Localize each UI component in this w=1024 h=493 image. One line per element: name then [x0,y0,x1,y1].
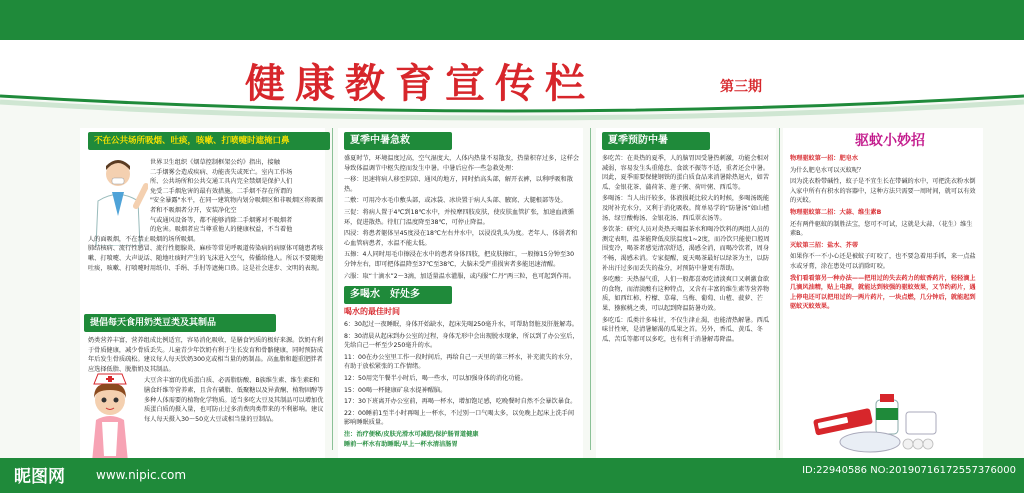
top-green-bar [0,0,1024,40]
text-paragraph: 大豆含丰富的优质蛋白质、必需脂肪酸、B族维生素、维生素E和膳食纤维等营养素，且含有磷脂、低聚糖以及异黄酮、植物固醇等多种人体需要的植物化学物质。适当多吃大豆及其制品可以增加优质蛋白质的摄入量，也可防止过多消费肉类带来的不利影响。建议每人每天摄入30～50克大豆或相当量的豆制品。 [144,377,324,423]
note-line: 睡前一杯水有助睡眠/早上一杯水清洁肠胃 [344,440,458,448]
col3-text-prevent [602,154,774,452]
col2-header-heatstroke: 夏季中暑急救 [344,132,452,150]
text-line: 二手烟雾会造成疾病、功能丧失或死亡。室内工作场 [150,168,293,176]
text-paragraph: 多喝汤：当人出汗较多，体液损耗比较大的时候，多喝汤既能及时补充水分，又利于消化吸收。简单易学的“防暑汤”如山楂汤、绿豆酸梅汤、金银花汤、西瓜翠衣汤等。 [602,195,770,222]
col1-header-smoking: 不在公共场所吸烟、吐痰，咳嗽、打喷嚏时遮掩口鼻 [88,132,330,150]
text-paragraph: 我们看看第另一种办法——把用过的失去药力的蚊香药片，轻轻滴上几滴风油精，贴上电源，就能达到较强的驱蚊效果，又节约药片，遇上停电还可以把用过的一两片药片，一块点燃，几分钟后，就能起到驱蚊灭蚊效果。 [790,274,976,311]
watermark-site: www.nipic.com [96,468,187,482]
text-paragraph: 物理驱蚊第一招：肥皂水 [790,155,859,162]
text-line: 的危害。吸烟者应当尊重他人的健康权益，不当着他 [150,226,293,234]
text-paragraph: 六服：取“十滴水”2～3滴，加适量温水灌服，或内服“仁丹”两三粒，也可起到作用。 [344,272,576,280]
col2-header-water: 多喝水 好处多 [344,286,452,304]
water-note [344,430,580,452]
col4-title: 驱蚊小妙招 [855,133,925,149]
watermark-id: ID:22940586 NO:20190716172557376000 [802,465,1016,476]
text-line: "安全暴露"水平，在同一建筑物内划分吸烟区和非吸烟区将吸烟者和不吸烟者分开，安装净化空 [150,197,323,214]
text-paragraph: 22：00睡前1至半小时再喝上一杯水，不过别一口气喝太多，以免晚上起床上洗手间影响睡眠质量。 [344,409,575,426]
col2-text-heatstroke [344,154,580,280]
text-paragraph: 多吃酸：天热湿气重，人们一般都喜欢吃清淡爽口又刺激食欲的食物，而清淡酸有这种特点，又含有丰富的维生素等营养物质，如西红柿、柠檬、草莓、乌梅、葡萄、山楂、菠萝、芒果、猕猴桃之类，可以起到降温防暑功效。 [602,276,770,312]
text-paragraph: 三促：将病人置于4℃到18℃水中，并按摩四肢皮肤，使皮肤血管扩张，加速血液循环，促进散热。待肛门温度降至38℃，可停止降温。 [344,208,574,226]
text-paragraph: 盛夏时节，环境温度过高，空气湿度大，人体内热量不易散发，热量积存过多，这样会导致体温调节中枢失控而发生中暑。中暑后应作一些急救处理： [344,155,580,172]
col1-text-smoking [88,158,326,296]
text-paragraph: 为什么肥皂水可以灭蚊呢？ [790,166,865,174]
text-paragraph: 多吃苦：在炎热的夏季，人的脑胃因受暑热刺激，功能会相对减弱，容易发生头重倦怠、食欲不振等不适，重者还会中暑。因此，夏季需要保健钢铁的蛋白质食品来消暑除热退火，如苦瓜、金银花茶、蒲荷茶、莲子粥、荷叶粥、西瓜等。 [602,155,770,191]
divider-1 [332,128,333,450]
text-paragraph: 奶类营养丰富，营养组成比例适宜，容易消化吸收，是膳食钙质的极好来源。饮奶有利于骨质健康，减少骨质丢失。儿童青少年饮奶有利于生长发育和骨骼健康，同时预防成年后发生骨质疏松。建议每人每天饮奶300克或相当量的奶制品。高血脂和超重肥胖者应选择低脂、脱脂奶及其制品。 [88,337,324,373]
text-paragraph: 多吃瓜：瓜类汁多味甘，不仅生津止渴，也能清热解暑。西瓜味甘性寒，是清暑解渴的瓜果之首。另外，香瓜、黄瓜、冬瓜、苦瓜等都可以多吃，也有利于消暑解毒降温。 [602,316,770,343]
divider-3 [779,128,780,450]
text-paragraph: 肺结核病、流行性感冒、流行性腮腺炎、麻疹等常见呼吸道传染病的病原体可随患者咳嗽、打喷嚏、大声说话、随地吐痰时产生的飞沫进入空气，传播给他人。所以不要随地吐痰，咳嗽、打喷嚏时用纸巾、手绢、手肘等遮掩口鼻。这是社会进步、文明的表现。 [88,245,324,272]
text-paragraph: 二敷：可用冷水毛巾敷头部，或冰袋、冰块置于病人头部、腋窝、大腿根部等处。 [344,197,567,205]
mosquito-products-illustration [812,392,942,454]
water-best-time-title: 喝水的最佳时间 [344,307,400,316]
text-paragraph: 多饮茶：研究人员对炎热天喝温茶水和喝冷饮料的两组人员的测定表明，温茶能降低皮肤温度1~2度，而冷饮只能使口腔周围变冷，喝茶者感觉清凉舒适，渴感全消，而喝冷饮者，周身不畅，渴感未消。专家提醒，夏天喝茶最好以绿茶为主，以防补出汗过多而丢失的盐分，对预防中暑更有帮助。 [602,226,770,272]
text-paragraph: 五擦：4人同时用毛巾擦浸在水中的患者身体四肢，把皮肤擦红，一般擦15分钟至30分钟左右，即可把体温降至37℃至38℃，大脑未受严重损害者多能迅速清醒。 [344,251,575,268]
note-line: 注：治疗便秘/皮肤光滑水可减肥/保护肠胃道健康 [344,431,479,438]
text-line: 所、公共场所和公共交通工具内完全禁烟是保护人们 [150,178,293,186]
col2-text-water [344,320,580,426]
text-paragraph: 6：30起过一夜睡眠，身体开始缺水，起床先喝250毫升水，可帮助肾脏及肝脏解毒。 [344,321,578,328]
divider-2 [590,128,591,450]
text-paragraph: 一移：迅速将病人移至阴凉、通风的地方，同时抬高头部，解开衣裤，以利呼吸和散热。 [344,176,573,193]
text-paragraph: 灭蚊第三招：盐水、芥蒂 [790,241,859,249]
issue-number: 第三期 [720,79,762,95]
text-paragraph: 11：00在办公室里工作一段时间后，再给自己一天里的第三杯水，补充流失的水分，有助于放松紧张的工作情绪。 [344,353,577,371]
text-paragraph: 如果你不一不小心还是被蚊子叮咬了，也不要急着用手抓，来一点盐水或牙膏，涂在患处可以消除叮咬。 [790,253,976,270]
text-line: 世界卫生组织《烟草控制框架公约》指出，接触 [150,159,280,166]
col4-text-mosquito [790,154,976,390]
text-paragraph: 还有两件驱蚊的制胜法宝，您可不可试，这就是大蒜、（花生）维生素B。 [790,220,973,238]
text-paragraph: 因为洗衣粉带碱性，蚊子是不宜生长在带碱的水中，可把洗衣粉水倒入家中所有有积水的容器中，这种方法只需要一周时间，就可以有效的灭蚊。 [790,178,976,205]
text-line: 气或通风设备等，都不能够消除二手烟雾对不吸烟者 [150,216,293,224]
col1-header-dairy: 提倡每天食用奶类豆类及其制品 [84,314,276,332]
text-line: 人的面吸烟，不在禁止吸烟的场所吸烟。 [88,235,200,243]
text-paragraph: 15：00喝一杯健康矿泉水提神醒脑。 [344,386,447,394]
text-paragraph: 12：50用完午餐半小时后，喝一些水，可以加强身体的消化功能。 [344,374,527,382]
text-paragraph: 四浸：将患者躯体呈45度浸在18℃左右井水中，以浸没乳头为度。老年人、体弱者和心血管病患者，水温不能太低。 [344,230,578,247]
text-paragraph: 8：30清晨从起床到办公室的过程，身体无形中会出现脱水现象，所以到了办公室后，先给自己一杯至少250毫升的水。 [344,332,579,350]
page-title: 健康教育宣传栏 [245,60,595,107]
text-paragraph: 物理驱蚊第二招：大蒜、维生素B [790,208,882,216]
col3-header-prevent: 夏季预防中暑 [602,132,710,150]
text-line: 免受二手烟危害的最有效措施。二手烟不存在所谓的 [150,187,293,195]
text-paragraph: 17：30下班离开办公室前，再喝一杯水，增加饱足感，吃晚餐时自然不会暴饮暴食。 [344,398,577,406]
nurse-illustration [80,372,140,462]
watermark-logo: 昵图网 [14,467,65,487]
